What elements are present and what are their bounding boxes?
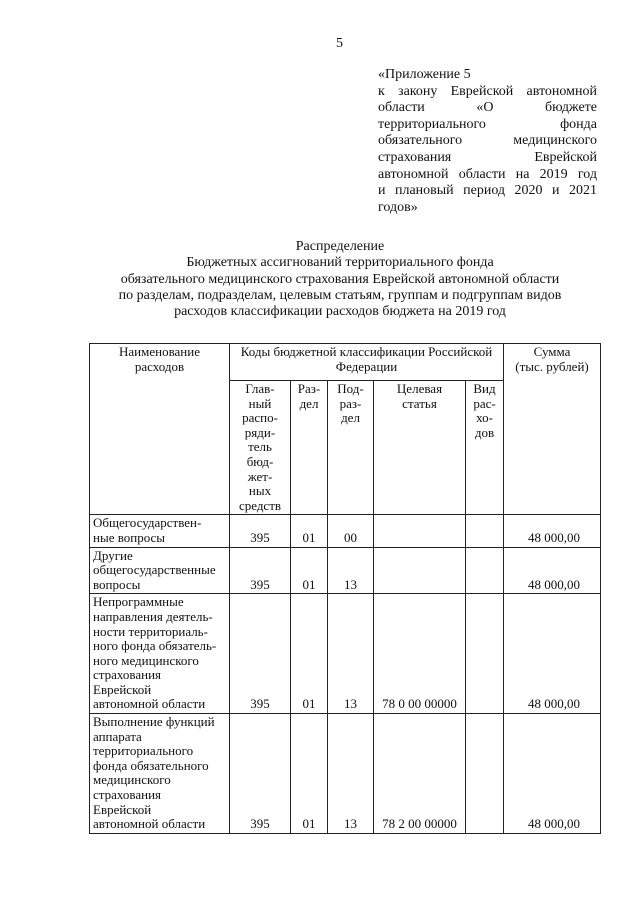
- appendix-line: годов»: [378, 199, 418, 215]
- row-target: 78 2 00 00000: [374, 714, 466, 834]
- header-name: Наименование расходов: [90, 344, 230, 515]
- table-row: [90, 515, 601, 547]
- row-subsection: 13: [328, 547, 374, 594]
- appendix-line: области «О бюджете: [378, 100, 597, 116]
- title-line: обязательного медицинского страхования Еврейской автономной области: [120, 271, 560, 287]
- row-sum: 48 000,00: [504, 594, 601, 714]
- row-section: 01: [291, 594, 328, 714]
- row-target: [374, 547, 466, 594]
- row-sum: 48 000,00: [504, 714, 601, 834]
- row-section: 01: [291, 714, 328, 834]
- table-row: [90, 714, 601, 834]
- row-target: 78 0 00 00000: [374, 594, 466, 714]
- appendix-line: территориального фонда: [378, 116, 597, 132]
- row-name: Выполнение функций аппарата территориального фонда обязательного медицинского страхования Еврейской автономной области: [90, 714, 230, 834]
- title-line: Распределение: [295, 239, 385, 254]
- row-type: [466, 714, 504, 834]
- header-section: Раз- дел: [291, 381, 328, 515]
- header-type: Вид рас- хо- дов: [466, 381, 504, 515]
- header-subsection: Под- раз- дел: [328, 381, 374, 515]
- document-title: [60, 239, 620, 320]
- row-sum: 48 000,00: [504, 547, 601, 594]
- appendix-line: к закону Еврейской автономной: [378, 83, 597, 99]
- header-codes: Коды бюджетной классификации Российской Федерации: [230, 344, 504, 381]
- header-target: Целевая статья: [374, 381, 466, 515]
- row-section: 01: [291, 515, 328, 547]
- row-type: [466, 515, 504, 547]
- appendix-line: обязательного медицинского: [378, 133, 597, 149]
- row-name: Общегосударствен- ные вопросы: [90, 515, 230, 547]
- appendix-line: «Приложение 5: [378, 67, 471, 82]
- title-line: расходов классификации расходов бюджета на 2019 год: [174, 304, 506, 320]
- table-row: [90, 547, 601, 594]
- page-number: 5: [336, 36, 343, 51]
- row-subsection: 13: [328, 594, 374, 714]
- header-grbs: Глав- ный распо- ряди- тель бюд- жет- ных средств: [230, 381, 291, 515]
- row-grbs: 395: [230, 547, 291, 594]
- row-section: 01: [291, 547, 328, 594]
- row-subsection: 00: [328, 515, 374, 547]
- row-type: [466, 547, 504, 594]
- appendix-line: страхования Еврейской: [378, 149, 597, 165]
- table-row: [90, 594, 601, 714]
- appendix-line: и плановый период 2020 и 2021: [378, 183, 597, 199]
- appendix-reference: [378, 67, 597, 216]
- row-sum: 48 000,00: [504, 515, 601, 547]
- row-grbs: 395: [230, 714, 291, 834]
- row-target: [374, 515, 466, 547]
- row-subsection: 13: [328, 714, 374, 834]
- title-line: по разделам, подразделам, целевым статьям, группам и подгруппам видов: [118, 287, 562, 303]
- title-line: Бюджетных ассигнований территориального фонда: [186, 255, 494, 271]
- header-sum: Сумма (тыс. рублей): [504, 344, 601, 515]
- row-grbs: 395: [230, 594, 291, 714]
- row-name: Непрограммные направления деятель- ности территориаль- ного фонда обязатель- ного медицинского страхования Еврейской автономной области: [90, 594, 230, 714]
- row-type: [466, 594, 504, 714]
- row-name: Другие общегосударственные вопросы: [90, 547, 230, 594]
- appendix-line: автономной области на 2019 год: [378, 166, 597, 182]
- budget-table: [89, 343, 601, 834]
- row-grbs: 395: [230, 515, 291, 547]
